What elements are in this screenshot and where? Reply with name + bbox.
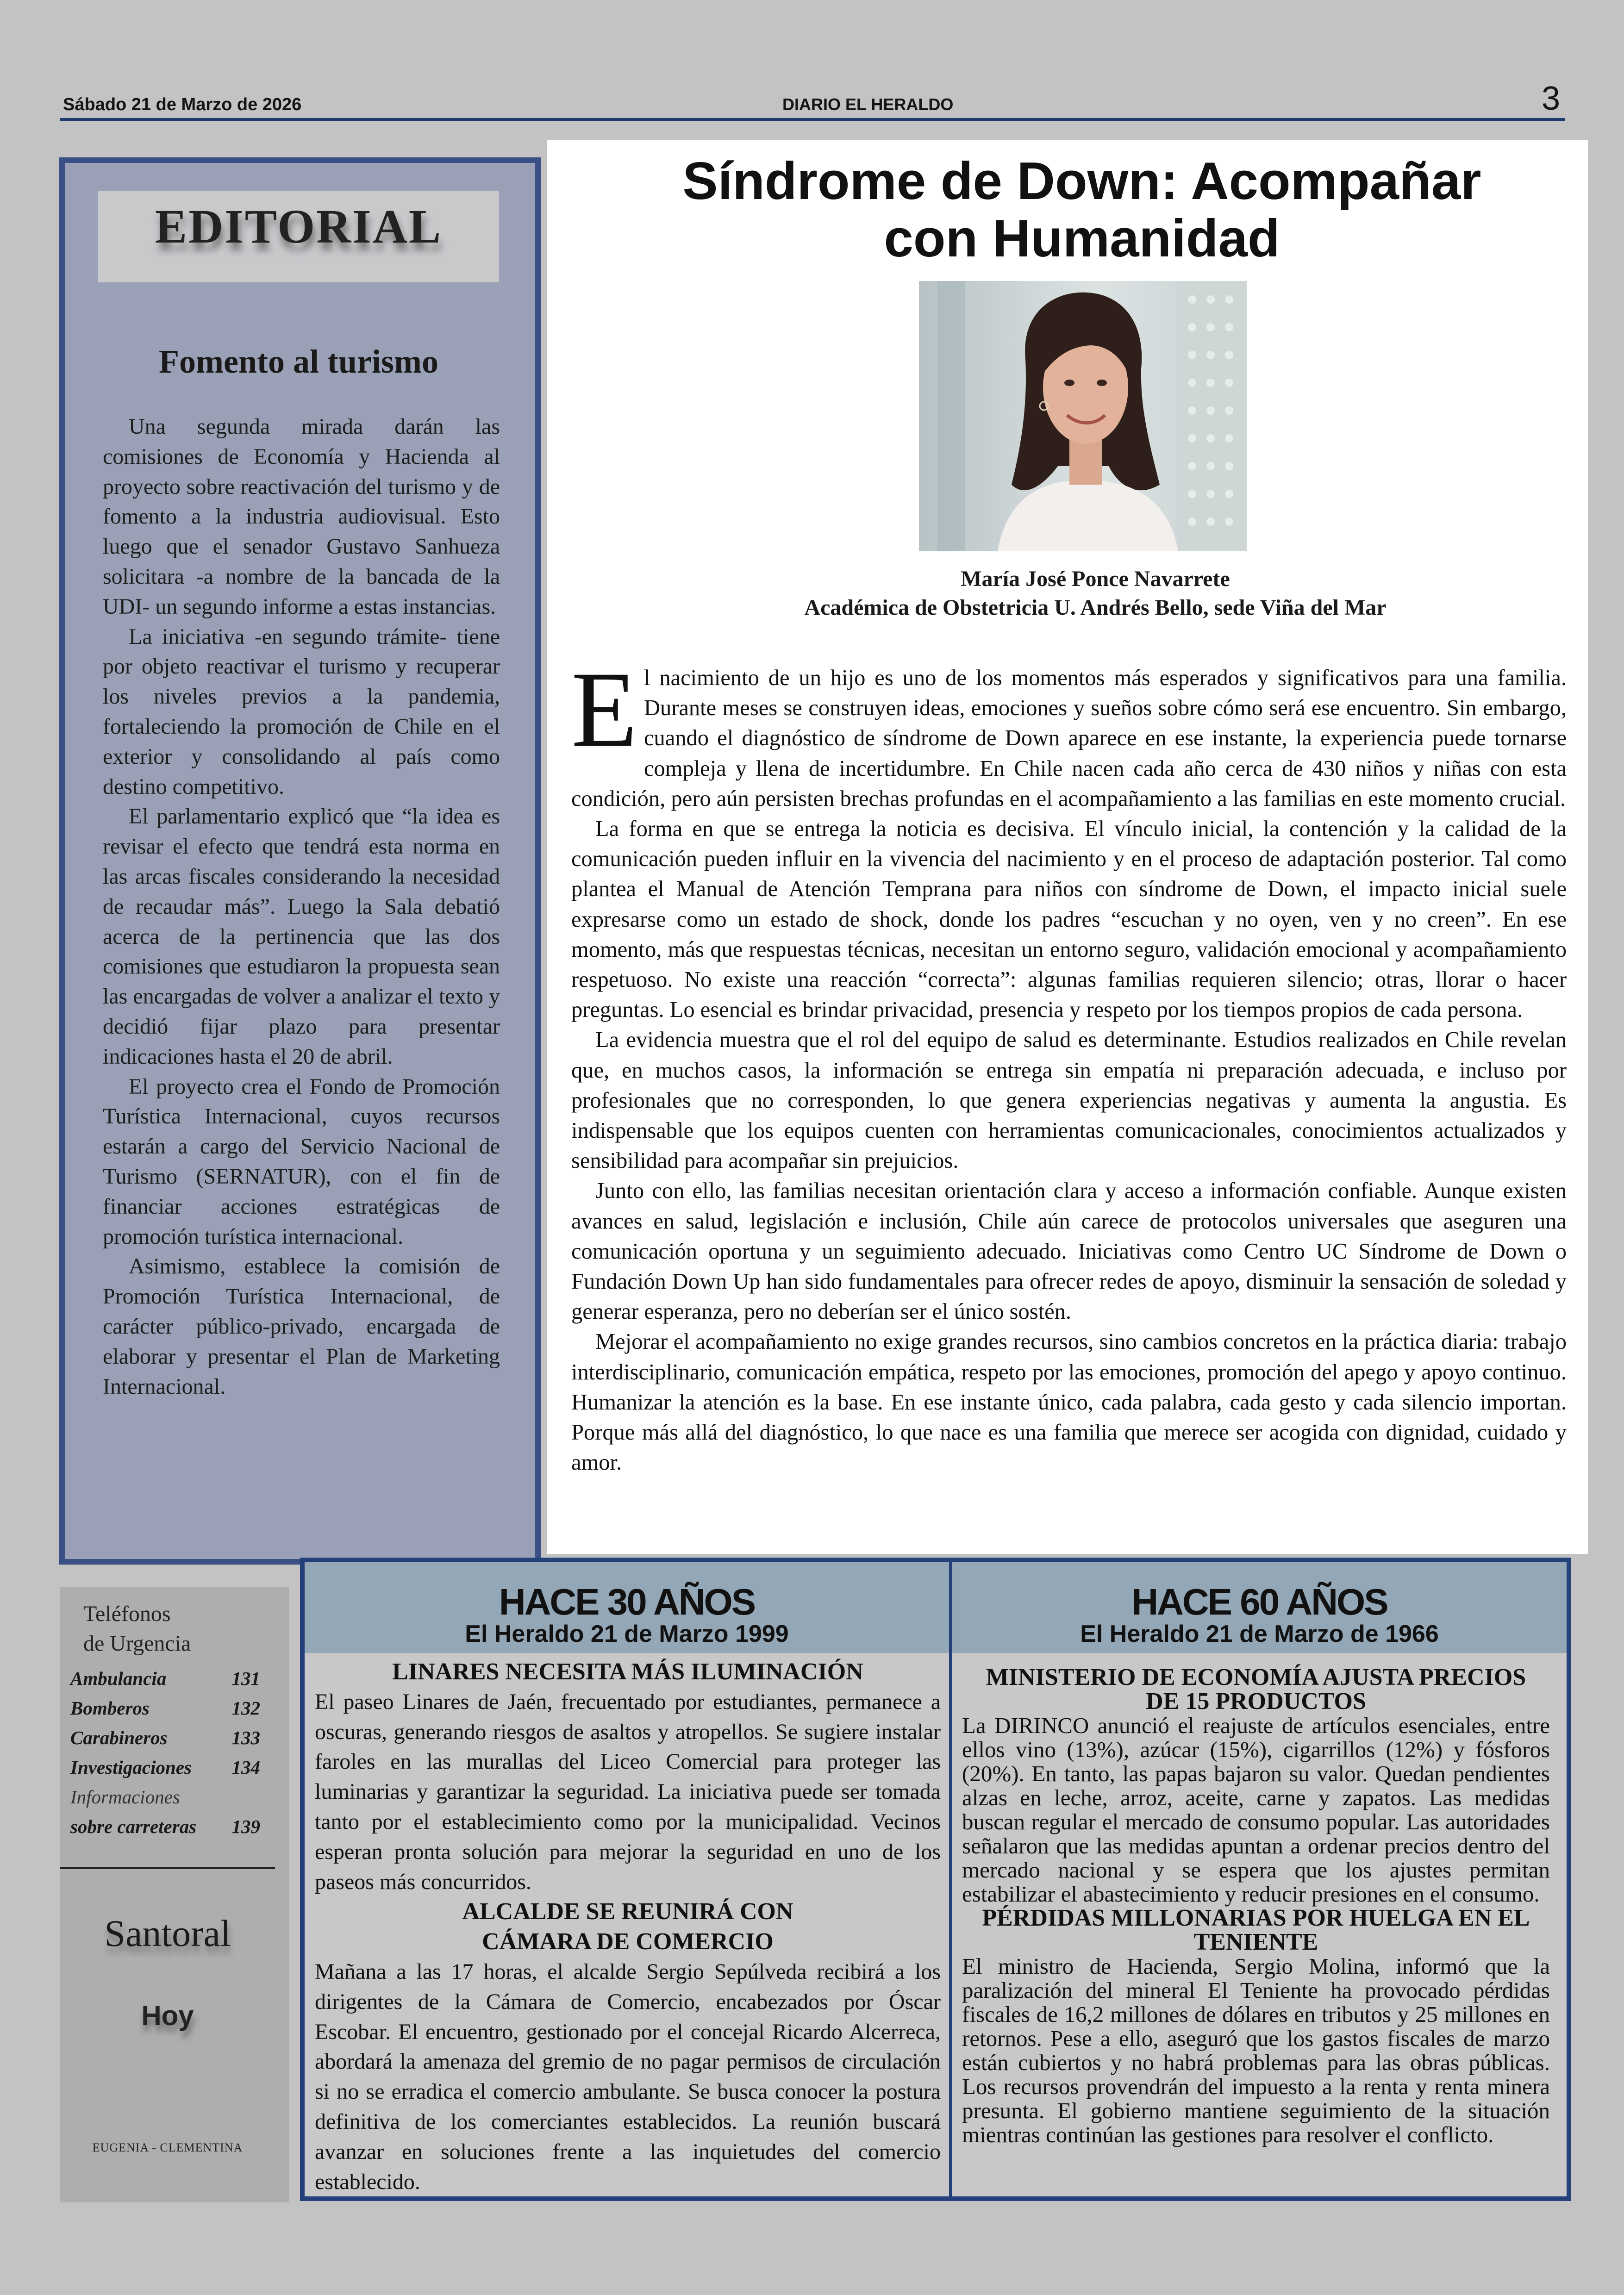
author-role: Académica de Obstetricia U. Andrés Bello, sede Viña del Mar — [804, 595, 1387, 620]
article-paragraph: Mejorar el acompañamiento no exige grandes recursos, sino cambios concretos en la práctica diaria: trabajo interdisciplinario, comunicación empática, respeto por las emociones, promoción del apego y apoyo continuo. Humanizar la atención es la base. En ese instante único, cada palabra, cada gesto y cada silencio importan. Porque más allá del diagnóstico, lo que nace es una familia que merece ser acogida con dignidad, cuidado y amor. — [571, 1329, 1567, 1475]
story-title: LINARES NECESITA MÁS ILUMINACIÓN — [392, 1659, 863, 1685]
editorial-paragraph: Una segunda mirada darán las comisiones de Economía y Hacienda al proyecto sobre reactivación del turismo y de fomento a la industria audiovisual. Esto luego que el senador Gustavo Sanhueza solicitara -a nombre de la bancada de la UDI- un segundo informe a estas instancias. — [103, 414, 500, 619]
story-body: El paseo Linares de Jaén, frecuentado por estudiantes, permanece a oscuras, generando riesgos de asaltos y atropellos. Se sugiere instalar faroles en las murallas del Liceo Comercial para proteger las luminarias y garantizar la seguridad. La iniciativa puede ser tomada tanto por el establecimiento como por la municipalidad. Vecinos esperan pronta solución para mejorar la seguridad en uno de los paseos más concurridos. — [315, 1689, 941, 1894]
emergency-phones-title-line: de Urgencia — [83, 1631, 191, 1656]
story-title — [962, 1906, 1550, 1954]
article-title-line: Síndrome de Down: Acompañar — [682, 152, 1481, 211]
article-paragraph: Junto con ello, las familias necesitan orientación clara y acceso a información confiable. Aunque existen avances en salud, legislación e inclusión, Chile aún carece de protocolos universales que aseguren una comunicación oportuna y un seguimiento adecuado. Iniciativas como Centro UC Síndrome de Down o Fundación Down Up han sido fundamentales para ofrecer redes de apoyo, disminuir la sensación de soledad y generar esperanza, pero no deberían ser el único sostén. — [571, 1179, 1567, 1324]
story-title-line: ALCALDE SE REUNIRÁ CON — [462, 1898, 793, 1925]
article-title-line: con Humanidad — [884, 209, 1280, 268]
phone-label: Investigaciones — [70, 1757, 192, 1778]
hace30-subheading: El Heraldo 21 de Marzo 1999 — [465, 1621, 789, 1647]
article-paragraph: La evidencia muestra que el rol del equipo de salud es determinante. Estudios realizados en Chile revelan que, en muchos casos, la información se entrega sin empatía ni preparación adecuada, e incluso por profesionales que no corresponden, lo que genera experiencias negativas y aumenta la angustia. Es indispensable que los equipos cuenten con herramientas comunicacionales, conocimientos actualizados y sensibilidad para acompañar sin prejuicios. — [571, 1028, 1567, 1173]
phone-number: 134 — [231, 1757, 260, 1778]
editorial-headline: Fomento al turismo — [159, 343, 438, 380]
article-first-paragraph: l nacimiento de un hijo es uno de los momentos más esperados y significativos para una familia. Durante meses se construyen ideas, emociones y sueños sobre cómo será ese encuentro. Sin embargo, cuando el diagnóstico de síndrome de Down aparece en ese instante, la experiencia puede tornarse compleja y llena de incertidumbre. En Chile nacen cada año cerca de 430 niños y niñas con esta condición, pero aún persisten brechas profundas en el acompañamiento a las familias en este momento crucial. — [571, 666, 1567, 811]
phone-row — [70, 1815, 260, 1838]
editorial-label: EDITORIAL — [155, 200, 443, 253]
phone-number: 131 — [231, 1668, 260, 1689]
story-body: La DIRINCO anunció el reajuste de artículos esenciales, entre ellos vino (13%), azúcar (15%), cigarrillos (12%) y fósforos (20%). En tanto, las papas bajaron su valor. Quedan pendientes alzas en leche, arroz, aceite, carne y zapatos. Las medidas buscan regular el mercado de consumo popular. Las autoridades señalaron que las medidas apuntan a ordenar precios dentro del mercado nacional y se espera que los ajustes permitan estabilizar el abastecimiento y reducir presiones en el consumo. — [962, 1713, 1550, 1907]
editorial-paragraph: La iniciativa -en segundo trámite- tiene por objeto reactivar el turismo y recuperar los niveles previos a la pandemia, fortaleciendo la promoción de Chile en el exterior y consolidando al país como destino competitivo. — [103, 624, 500, 799]
article-body — [571, 649, 1567, 1478]
hace30-heading: HACE 30 AÑOS — [499, 1581, 755, 1622]
santoral-names: EUGENIA - CLEMENTINA — [92, 2141, 243, 2154]
story-title — [962, 1665, 1550, 1714]
story-title-line: DE 15 PRODUCTOS — [1146, 1688, 1366, 1715]
article-title — [547, 153, 1617, 268]
story-title-line: MINISTERIO DE ECONOMÍA AJUSTA PRECIOS — [986, 1664, 1526, 1690]
story-body: El ministro de Hacienda, Sergio Molina, informó que la paralización del mineral El Teniente ha provocado pérdidas fiscales de 16,2 millones de dólares en tributos y 25 millones en retornos. Pese a ello, aseguró que los gastos fiscales de marzo están cubiertos y no habrá problemas para las obras públicas. Los recursos provendrán del impuesto a la renta y renta minera presunta. El gobierno mantiene seguimiento de la situación mientras continúan las gestiones para resolver el conflicto. — [962, 1953, 1550, 2147]
phone-label: Bomberos — [70, 1697, 150, 1719]
hace60-stories — [962, 1665, 1550, 2147]
story-title-line: PÉRDIDAS MILLONARIAS POR HUELGA EN EL — [982, 1905, 1530, 1931]
phone-label: Ambulancia — [70, 1668, 167, 1689]
editorial-paragraph: El parlamentario explicó que “la idea es revisar el efecto que tendrá esta norma en las arcas fiscales considerando la necesidad de recaudar más”. Luego la Sala debatió acerca de la pertinencia que las dos comisiones que estudiaron la propuesta sean las encargadas de volver a analizar el texto y decidió fijar plazo para presentar indicaciones hasta el 20 de abril. — [103, 804, 500, 1069]
page-number: 3 — [1542, 80, 1561, 117]
sidebar-divider — [60, 1867, 275, 1869]
hace30-stories — [315, 1657, 941, 2197]
emergency-phones-title-line: Teléfonos — [83, 1602, 171, 1626]
phone-row — [70, 1756, 260, 1778]
author-byline — [547, 565, 1624, 622]
story-body: Mañana a las 17 horas, el alcalde Sergio Sepúlveda recibirá a los dirigentes de la Cámara de Comercio, encabezados por Óscar Escobar. El encuentro, gestionado por el concejal Ricardo Alcerreca, abordará la amenaza del gremio de no pagar permisos de circulación si no se erradica el comercio ambulante. Se busca conocer la postura definitiva de los comerciantes establecidos. La reunión buscará avanzar en soluciones frente a las inquietudes del comercio establecido. — [315, 1959, 941, 2194]
article-paragraph: La forma en que se entrega la noticia es decisiva. El vínculo inicial, la contención y la calidad de la comunicación pueden influir en la vivencia del nacimiento y en el proceso de adaptación posterior. Tal como plantea el Manual de Atención Temprana para niños con síndrome de Down, el impacto inicial suele expresarse como un estado de shock, donde los padres “escuchan y no oyen, ven y no creen”. En ese momento, más que respuestas técnicas, necesitan un entorno seguro, validación emocional y acompañamiento respetuoso. No existe una reacción “correcta”: algunas familias requieren silencio; otras, llorar o hacer preguntas. Lo esencial es brindar privacidad, presencia y respeto por los tiempos propios de cada persona. — [571, 817, 1567, 1023]
hace60-subheading: El Heraldo 21 de Marzo de 1966 — [1080, 1621, 1439, 1647]
drop-cap: E — [571, 649, 637, 769]
phone-row — [70, 1667, 260, 1690]
santoral-today: Hoy — [141, 2000, 194, 2031]
story-title-line: TENIENTE — [1193, 1929, 1318, 1955]
editorial-paragraph: Asimismo, establece la comisión de Promoción Turística Internacional, de carácter público-privado, encargada de elaborar y presentar el Plan de Marketing Internacional. — [103, 1254, 500, 1399]
author-name: María José Ponce Navarrete — [961, 567, 1230, 591]
phone-number: 133 — [231, 1727, 260, 1748]
hace60-heading: HACE 60 AÑOS — [1131, 1581, 1387, 1622]
phone-row — [70, 1727, 260, 1749]
author-photo — [919, 281, 1247, 551]
newspaper-name: DIARIO EL HERALDO — [782, 95, 954, 114]
article-paragraph — [571, 649, 1567, 814]
santoral-title: Santoral — [104, 1912, 231, 1954]
phone-row — [70, 1697, 260, 1719]
phone-number: 132 — [231, 1697, 260, 1719]
phone-info-label: Informaciones — [70, 1786, 180, 1808]
author-portrait-illustration — [919, 281, 1247, 551]
story-title-line: CÁMARA DE COMERCIO — [482, 1928, 774, 1955]
issue-date: Sábado 21 de Marzo de 2026 — [63, 95, 302, 114]
editorial-paragraph: El proyecto crea el Fondo de Promoción Turística Internacional, cuyos recursos estarán a cargo del Servicio Nacional de Turismo (SERNATUR), con el fin de financiar acciones estratégicas de promoción turística internacional. — [103, 1074, 500, 1249]
phone-label: Carabineros — [70, 1727, 168, 1748]
header-rule — [60, 118, 1565, 121]
editorial-body — [103, 412, 500, 1402]
story-title — [315, 1897, 941, 1957]
phone-label: sobre carreteras — [70, 1816, 197, 1837]
history-divider — [949, 1562, 952, 2196]
emergency-phones-title — [83, 1599, 191, 1659]
phone-number: 139 — [231, 1816, 260, 1837]
